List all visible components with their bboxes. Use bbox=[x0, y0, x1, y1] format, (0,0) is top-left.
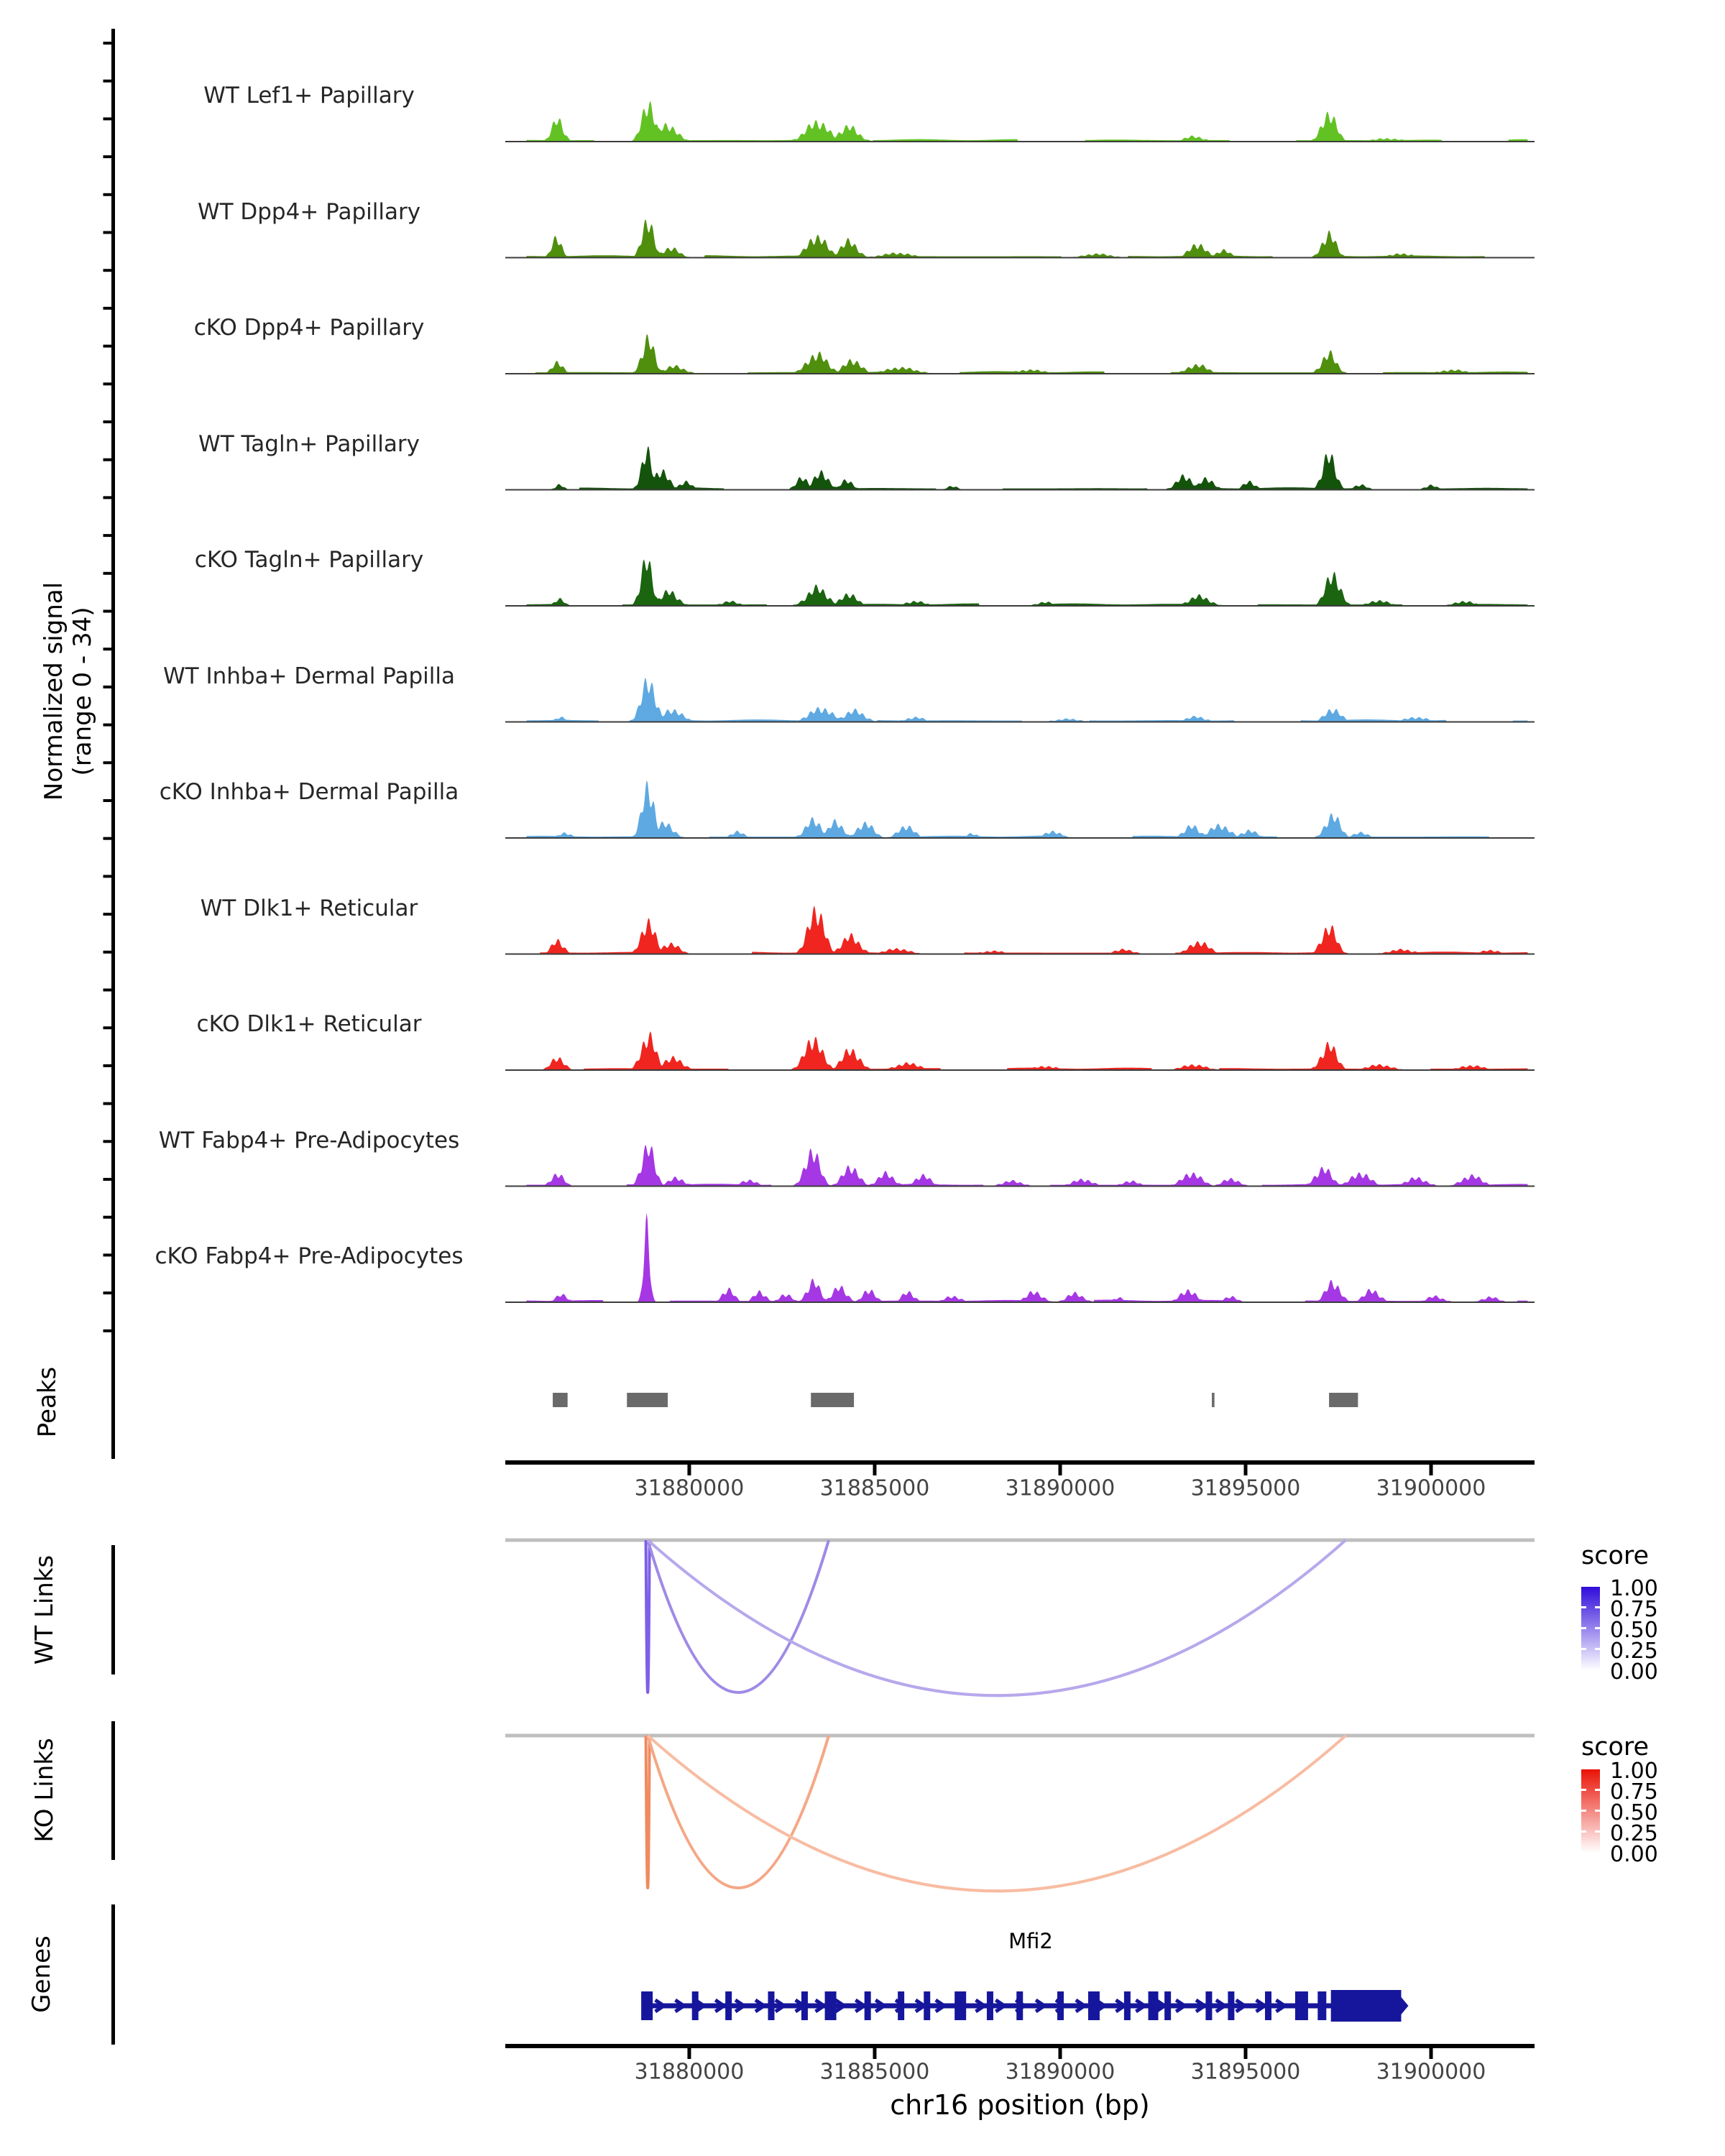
gene-exon bbox=[1088, 1991, 1100, 2020]
signal-area bbox=[505, 220, 1535, 258]
genome-axis-tick-label: 31890000 bbox=[1005, 2059, 1116, 2085]
peak-interval bbox=[1329, 1393, 1358, 1407]
signal-area bbox=[505, 1031, 1535, 1070]
gene-exon bbox=[924, 1991, 930, 2020]
ko-score-legend-gradient bbox=[1581, 1769, 1600, 1853]
signal-area bbox=[505, 101, 1535, 142]
genome-axis-tick-label: 31885000 bbox=[819, 1475, 930, 1501]
gene-exon bbox=[725, 1991, 732, 2020]
signal-area bbox=[505, 559, 1535, 606]
gene-exon bbox=[954, 1991, 966, 2020]
y-axis-label-line1: Normalized signal bbox=[39, 581, 68, 801]
gene-exon bbox=[1295, 1991, 1308, 2020]
genome-axis-tick-label: 31885000 bbox=[819, 2059, 930, 2085]
genome-axis-tick-label: 31880000 bbox=[634, 1475, 745, 1501]
signal-area bbox=[505, 446, 1535, 490]
ko-score-legend-level: 0.50 bbox=[1610, 1800, 1658, 1825]
peaks-section-label: Peaks bbox=[33, 1366, 62, 1438]
gene-exon bbox=[692, 1991, 699, 2020]
gene-exon bbox=[1057, 1991, 1064, 2020]
genome-axis-tick-label: 31890000 bbox=[1005, 1475, 1116, 1501]
ko-score-legend-level: 0.25 bbox=[1610, 1821, 1658, 1846]
wt-score-legend-level: 0.25 bbox=[1610, 1639, 1658, 1664]
gene-exon bbox=[1016, 1991, 1023, 2020]
genome-axis-tick-label: 31895000 bbox=[1190, 1475, 1301, 1501]
track-label: WT Inhba+ Dermal Papilla bbox=[163, 663, 455, 689]
wt-links-section-label: WT Links bbox=[30, 1554, 59, 1665]
wt-score-legend-gradient bbox=[1581, 1587, 1600, 1670]
peak-interval bbox=[553, 1393, 568, 1407]
track-label: WT Fabp4+ Pre-Adipocytes bbox=[158, 1127, 460, 1153]
gene-exon bbox=[865, 1991, 871, 2020]
gene-exon bbox=[1228, 1991, 1234, 2020]
signal-area bbox=[505, 1145, 1535, 1186]
track-label: cKO Inhba+ Dermal Papilla bbox=[159, 779, 459, 805]
x-axis-label: chr16 position (bp) bbox=[890, 2089, 1150, 2121]
gene-exon bbox=[1164, 1991, 1171, 2020]
signal-area bbox=[505, 1212, 1535, 1302]
ko-score-legend-title: score bbox=[1581, 1733, 1650, 1761]
gene-exon bbox=[1124, 1991, 1131, 2020]
signal-area bbox=[505, 334, 1535, 374]
wt-score-legend-level: 0.50 bbox=[1610, 1618, 1658, 1643]
gene-exon bbox=[1149, 1991, 1159, 2020]
wt-score-legend-level: 1.00 bbox=[1610, 1576, 1658, 1601]
genes-section-label: Genes bbox=[27, 1935, 56, 2013]
track-label: cKO Fabp4+ Pre-Adipocytes bbox=[155, 1243, 464, 1269]
gene-name-label: Mfi2 bbox=[1008, 1929, 1053, 1953]
ko-score-legend-level: 0.75 bbox=[1610, 1779, 1658, 1805]
link-arc bbox=[646, 1540, 650, 1692]
ko-score-legend-level: 1.00 bbox=[1610, 1759, 1658, 1784]
peak-interval bbox=[1212, 1393, 1215, 1407]
track-label: WT Dlk1+ Reticular bbox=[200, 895, 418, 921]
gene-exon bbox=[1317, 1991, 1326, 2020]
gene-exon bbox=[898, 1991, 904, 2020]
signal-area bbox=[505, 906, 1535, 954]
ko-score-legend-level: 0.00 bbox=[1610, 1842, 1658, 1867]
track-label: WT Tagln+ Papillary bbox=[198, 430, 420, 457]
ko-links-section-label: KO Links bbox=[30, 1738, 59, 1843]
gene-exon bbox=[801, 1991, 808, 2020]
gene-exon bbox=[825, 1991, 837, 2020]
y-axis-label bbox=[40, 582, 97, 801]
link-arc bbox=[648, 1540, 1346, 1695]
link-arc bbox=[648, 1736, 1346, 1891]
link-arc bbox=[646, 1736, 650, 1888]
peak-interval bbox=[627, 1393, 668, 1407]
gene-exon bbox=[768, 1991, 774, 2020]
gene-exon bbox=[987, 1991, 993, 2020]
peak-interval bbox=[811, 1393, 854, 1407]
gene-end-arrow bbox=[1401, 1997, 1408, 2014]
track-label: cKO Dlk1+ Reticular bbox=[196, 1011, 422, 1037]
genome-axis-tick-label: 31900000 bbox=[1376, 1475, 1486, 1501]
genome-axis-tick-label: 31880000 bbox=[634, 2059, 745, 2085]
gene-exon bbox=[641, 1991, 653, 2020]
signal-area bbox=[505, 678, 1535, 722]
gene-utr-box bbox=[1331, 1990, 1402, 2022]
signal-area bbox=[505, 780, 1535, 838]
track-label: WT Dpp4+ Papillary bbox=[197, 198, 421, 225]
track-label: WT Lef1+ Papillary bbox=[203, 83, 415, 109]
wt-score-legend-level: 0.00 bbox=[1610, 1659, 1658, 1685]
track-label: cKO Dpp4+ Papillary bbox=[193, 315, 425, 341]
track-label: cKO Tagln+ Papillary bbox=[194, 547, 424, 573]
genome-axis-tick-label: 31900000 bbox=[1376, 2059, 1486, 2085]
wt-score-legend-level: 0.75 bbox=[1610, 1597, 1658, 1622]
wt-score-legend-title: score bbox=[1581, 1542, 1650, 1570]
genome-axis-tick-label: 31895000 bbox=[1190, 2059, 1301, 2085]
gene-exon bbox=[1265, 1991, 1271, 2020]
y-axis-label-line2: (range 0 - 34) bbox=[68, 607, 97, 776]
gene-exon bbox=[1205, 1991, 1212, 2020]
